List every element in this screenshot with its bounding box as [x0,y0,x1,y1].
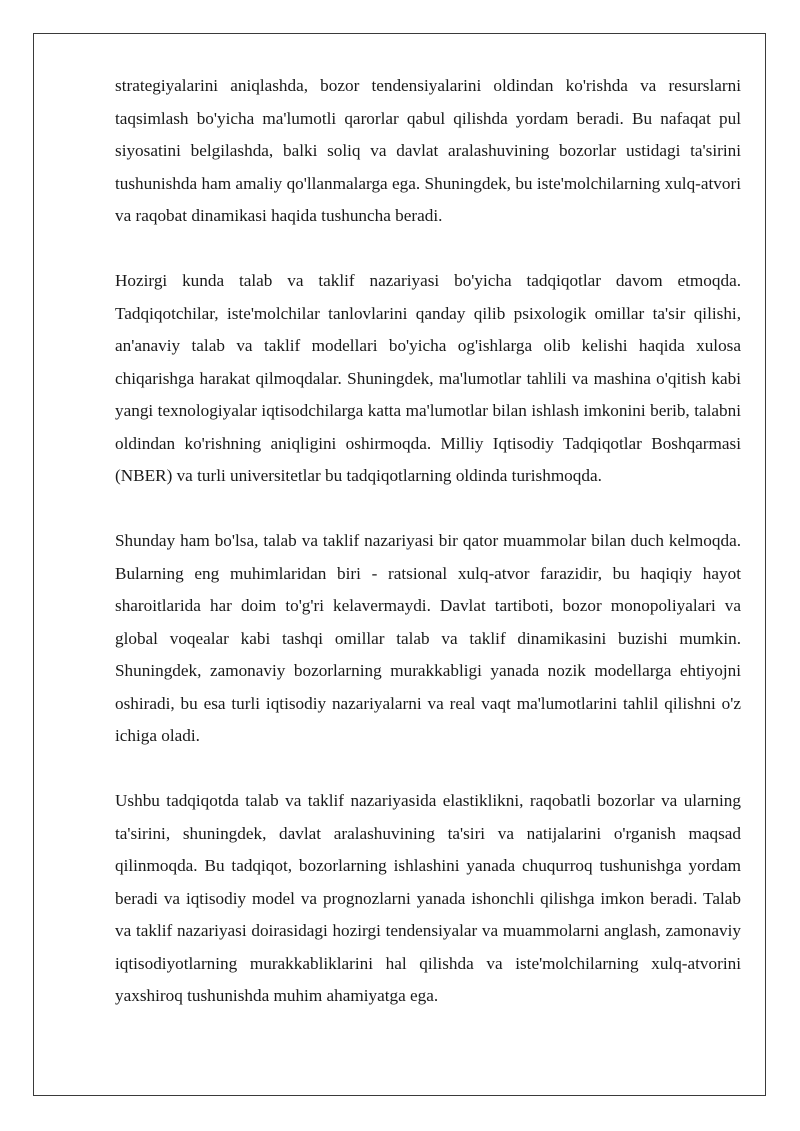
paragraph-3: Shunday ham bo'lsa, talab va taklif nazariyasi bir qator muammolar bilan duch kelmoqda. Bularning eng muhimlaridan biri - ratsional xulq-atvor farazidir, bu haqiqiy hayot sharoitlarida har doim to'g'ri kelavermaydi. Davlat tartiboti, bozor monopoliyalari va global voqealar kabi tashqi omillar talab va taklif dinamikasini buzishi mumkin. Shuningdek, zamonaviy bozorlarning murakkabligi yanada nozik modellarga ehtiyojni oshiradi, bu esa turli iqtisodiy nazariyalarni va real vaqt ma'lumotlarini tahlil qilishni o'z ichiga oladi. [115,531,741,745]
paragraph-4: Ushbu tadqiqotda talab va taklif nazariyasida elastiklikni, raqobatli bozorlar va ularning ta'sirini, shuningdek, davlat aralashuvining ta'siri va natijalarini o'rganish maqsad qilinmoqda. Bu tadqiqot, bozorlarning ishlashini yanada chuqurroq tushunishga yordam beradi va iqtisodiy model va prognozlarni yanada ishonchli qilishga imkon beradi. Talab va taklif nazariyasi doirasidagi hozirgi tendensiyalar va muammolarni anglash, zamonaviy iqtisodiyotlarning murakkabliklarini hal qilishda va iste'molchilarning xulq-atvorini yaxshiroq tushunishda muhim ahamiyatga ega. [115,791,741,1005]
paragraph-spacer [115,493,741,526]
paragraph-2: Hozirgi kunda talab va taklif nazariyasi bo'yicha tadqiqotlar davom etmoqda. Tadqiqotchilar, iste'molchilar tanlovlarini qanday qilib psixologik omillar ta'sir qilishi, an'anaviy talab va taklif modellari bo'yicha og'ishlarga olib kelishi haqida xulosa chiqarishga harakat qilmoqdalar. Shuningdek, ma'lumotlar tahlili va mashina o'qitish kabi yangi texnologiyalar iqtisodchilarga katta ma'lumotlar bilan ishlash imkonini berib, talabni oldindan ko'rishning aniqligini oshirmoqda. Milliy Iqtisodiy Tadqiqotlar Boshqarmasi (NBER) va turli universitetlar bu tadqiqotlarning oldinda turishmoqda. [115,271,741,485]
paragraph-spacer [115,753,741,786]
paragraph-spacer [115,233,741,266]
document-body [115,70,741,1013]
paragraph-1: strategiyalarini aniqlashda, bozor tendensiyalarini oldindan ko'rishda va resurslarni taqsimlash bo'yicha ma'lumotli qarorlar qabul qilishda yordam beradi. Bu nafaqat pul siyosatini belgilashda, balki soliq va davlat aralashuvining bozorlar ustidagi ta'sirini tushunishda ham amaliy qo'llanmalarga ega. Shuningdek, bu iste'molchilarning xulq-atvori va raqobat dinamikasi haqida tushuncha beradi. [115,76,741,225]
